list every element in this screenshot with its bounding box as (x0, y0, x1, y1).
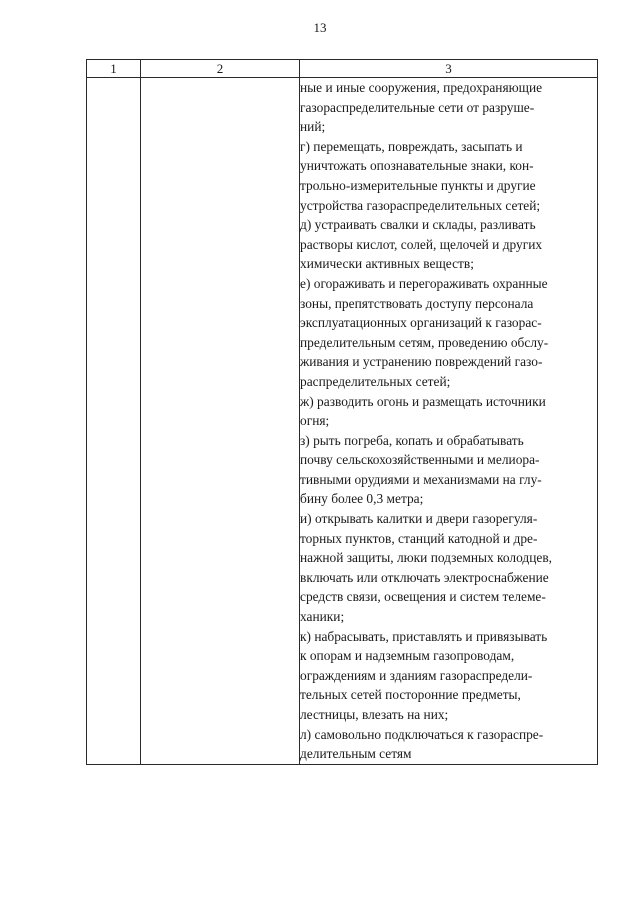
text-line: огня; (300, 413, 330, 429)
table-cell-col1 (87, 78, 141, 765)
column-header-2: 2 (141, 60, 300, 78)
prohibited-actions-text (300, 78, 597, 764)
text-line: к) набрасывать, приставлять и привязывать (300, 628, 548, 644)
text-line: г) перемещать, повреждать, засыпать и (300, 138, 523, 154)
text-line: трольно-измерительные пункты и другие (300, 177, 536, 193)
text-line: тельных сетей посторонние предметы, (300, 687, 521, 703)
table-cell-col2 (141, 78, 300, 765)
document-table (86, 59, 598, 765)
text-line: ж) разводить огонь и размещать источники (300, 393, 546, 409)
text-line: средств связи, освещения и систем телеме- (300, 589, 546, 605)
text-line: тивными орудиями и механизмами на глу- (300, 471, 542, 487)
text-line: живания и устранению повреждений газо- (300, 354, 543, 370)
text-line: з) рыть погреба, копать и обрабатывать (300, 432, 524, 448)
text-line: зоны, препятствовать доступу персонала (300, 295, 534, 311)
text-line: ные и иные сооружения, предохраняющие (300, 80, 543, 95)
text-line: эксплуатационных организаций к газорас- (300, 315, 542, 331)
text-line: газораспределительные сети от разруше- (300, 99, 535, 115)
text-line: ханики; (300, 609, 345, 625)
text-line: уничтожать опознавательные знаки, кон- (300, 158, 534, 174)
table-row (87, 78, 598, 765)
text-line: д) устраивать свалки и склады, разливать (300, 217, 536, 233)
text-line: и) открывать калитки и двери газорегуля- (300, 511, 538, 527)
text-line: растворы кислот, солей, щелочей и других (300, 236, 543, 252)
text-line: бину более 0,3 метра; (300, 491, 424, 507)
text-line: устройства газораспределительных сетей; (300, 197, 541, 213)
text-line: л) самовольно подключаться к газораспре- (300, 726, 544, 742)
text-line: лестницы, влезать на них; (300, 707, 449, 722)
table-header-row (87, 60, 598, 78)
text-line: включать или отключать электроснабжение (300, 569, 549, 585)
column-header-1: 1 (87, 60, 141, 78)
text-line: ограждениям и зданиям газораспредели- (300, 667, 533, 683)
column-header-3: 3 (300, 60, 598, 78)
text-line: торных пунктов, станций катодной и дре- (300, 530, 538, 546)
text-line: химически активных веществ; (300, 256, 474, 272)
text-line: ний; (300, 119, 326, 135)
table-cell-col3 (300, 78, 598, 765)
text-line: к опорам и надземным газопроводам, (300, 648, 515, 664)
page-number: 13 (313, 20, 327, 35)
text-line: почву сельскохозяйственными и мелиора- (300, 452, 540, 468)
text-line: е) огораживать и перегораживать охранные (300, 275, 548, 291)
text-line: делительным сетям (300, 746, 412, 762)
text-line: распределительных сетей; (300, 373, 451, 389)
text-line: пределительным сетям, проведению обслу- (300, 334, 549, 350)
text-line: нажной защиты, люки подземных колодцев, (300, 550, 552, 566)
